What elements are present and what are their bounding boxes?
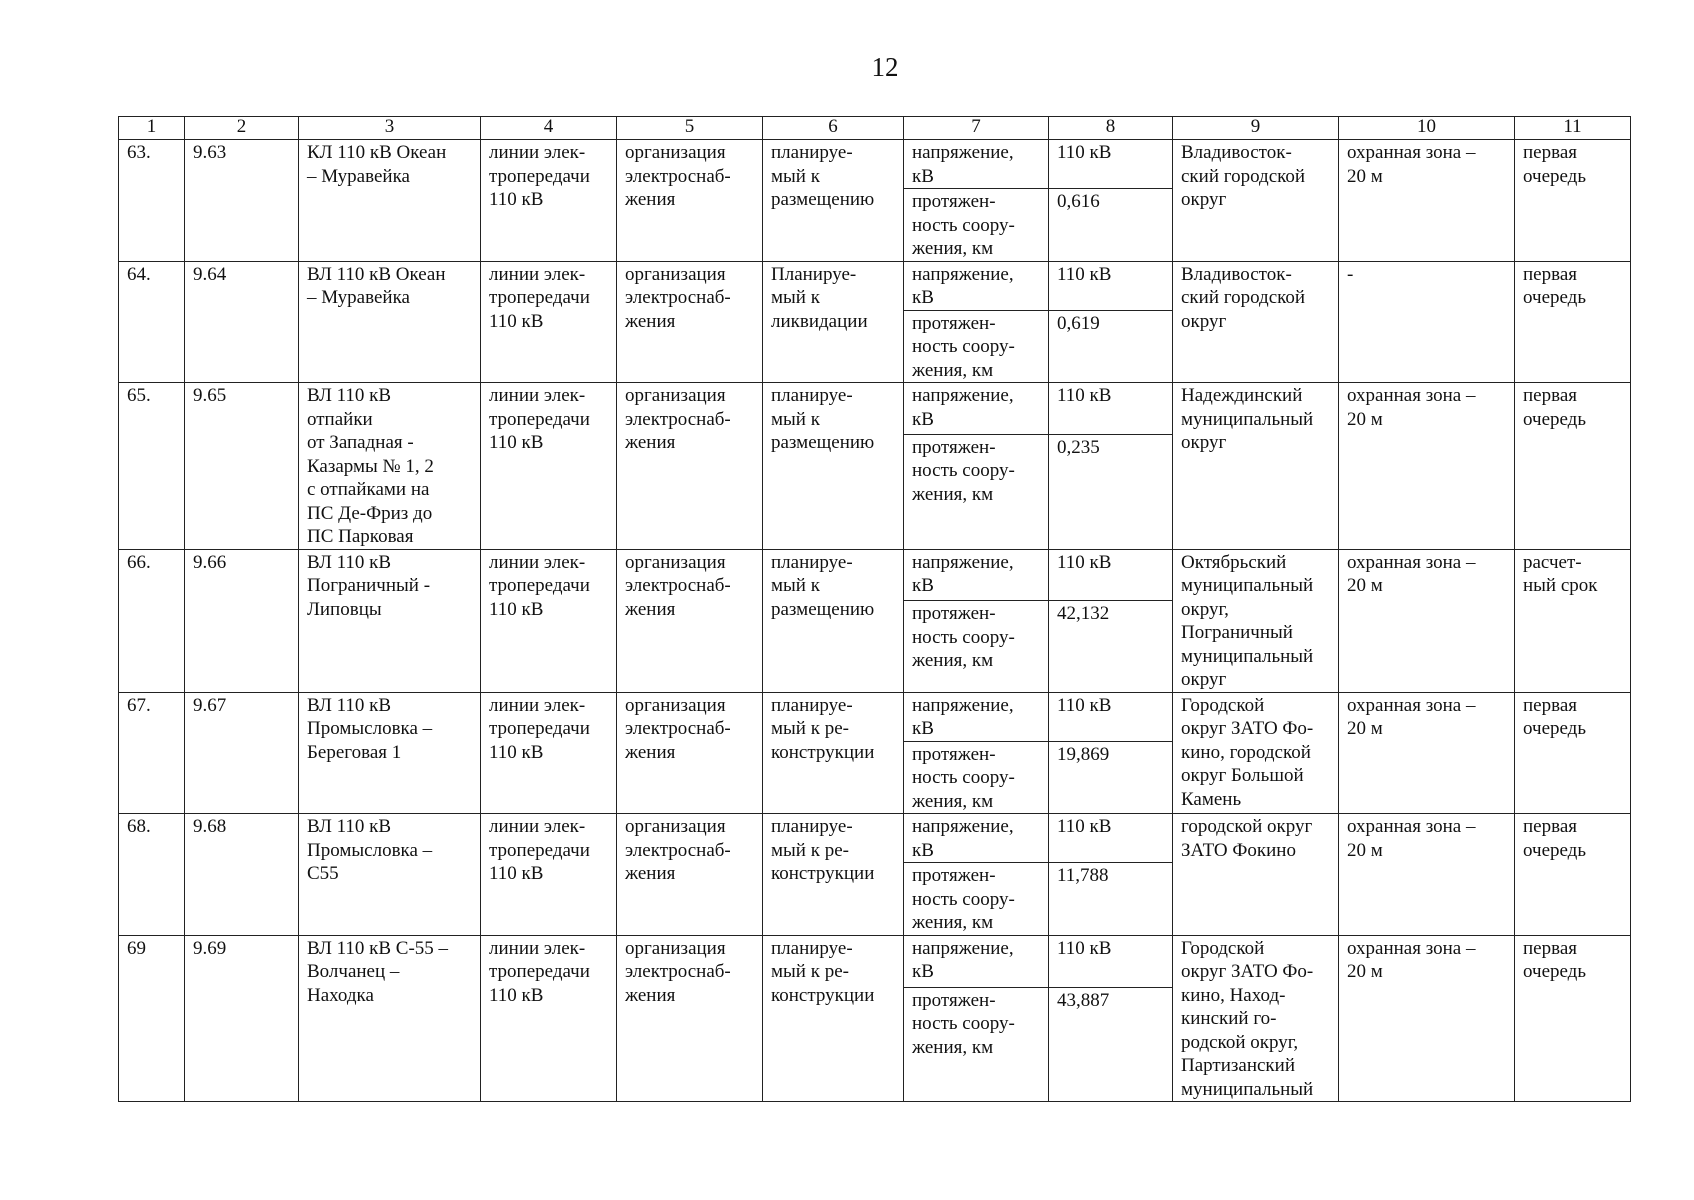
param-label: напряжение, кВ: [904, 261, 1049, 310]
column-number: 8: [1049, 117, 1173, 140]
param-value: 43,887: [1049, 987, 1173, 1101]
param-label: напряжение, кВ: [904, 383, 1049, 435]
facility-type: линии элек- тропередачи 110 кВ: [481, 549, 617, 692]
location: Владивосток- ский городской округ: [1173, 140, 1339, 262]
location: Владивосток- ский городской округ: [1173, 261, 1339, 383]
table-row: [119, 261, 1631, 310]
facility-type: линии элек- тропередачи 110 кВ: [481, 140, 617, 262]
stage: первая очередь: [1515, 383, 1631, 550]
column-number: 5: [617, 117, 763, 140]
row-number: 68.: [119, 814, 185, 936]
stage: первая очередь: [1515, 935, 1631, 1102]
location: Городской округ ЗАТО Фо- кино, Наход- кинский го- родской округ, Партизанский муниципальный: [1173, 935, 1339, 1102]
facility-status: планируе- мый к ре- конструкции: [763, 814, 904, 936]
param-value: 0,235: [1049, 434, 1173, 549]
column-number: 4: [481, 117, 617, 140]
zone-info: охранная зона – 20 м: [1339, 814, 1515, 936]
item-code: 9.67: [185, 692, 299, 814]
facility-name: ВЛ 110 кВ отпайки от Западная - Казармы № 1, 2 с отпайками на ПС Де-Фриз до ПС Парковая: [299, 383, 481, 550]
location: Городской округ ЗАТО Фо- кино, городской округ Большой Камень: [1173, 692, 1339, 814]
column-number: 6: [763, 117, 904, 140]
param-value: 0,616: [1049, 189, 1173, 262]
column-number: 3: [299, 117, 481, 140]
facility-purpose: организация электроснаб- жения: [617, 935, 763, 1102]
location: Октябрьский муниципальный округ, Пограничный муниципальный округ: [1173, 549, 1339, 692]
page-number: 12: [871, 52, 899, 82]
stage: расчет- ный срок: [1515, 549, 1631, 692]
facility-purpose: организация электроснаб- жения: [617, 140, 763, 262]
param-label: протяжен- ность соору- жения, км: [904, 987, 1049, 1101]
facility-status: Планируе- мый к ликвидации: [763, 261, 904, 383]
row-number: 69: [119, 935, 185, 1102]
param-label: напряжение, кВ: [904, 140, 1049, 189]
facility-name: ВЛ 110 кВ Океан – Муравейка: [299, 261, 481, 383]
item-code: 9.68: [185, 814, 299, 936]
column-number-row: [119, 117, 1631, 140]
param-label: протяжен- ность соору- жения, км: [904, 741, 1049, 814]
facility-status: планируе- мый к ре- конструкции: [763, 935, 904, 1102]
table-row: [119, 383, 1631, 435]
stage: первая очередь: [1515, 814, 1631, 936]
param-label: напряжение, кВ: [904, 935, 1049, 987]
param-value: 110 кВ: [1049, 383, 1173, 435]
facility-purpose: организация электроснаб- жения: [617, 383, 763, 550]
param-value: 11,788: [1049, 863, 1173, 936]
param-label: протяжен- ность соору- жения, км: [904, 310, 1049, 383]
item-code: 9.64: [185, 261, 299, 383]
facility-purpose: организация электроснаб- жения: [617, 261, 763, 383]
facility-purpose: организация электроснаб- жения: [617, 549, 763, 692]
item-code: 9.65: [185, 383, 299, 550]
facility-status: планируе- мый к размещению: [763, 383, 904, 550]
facility-status: планируе- мый к ре- конструкции: [763, 692, 904, 814]
facility-name: ВЛ 110 кВ Промысловка – С55: [299, 814, 481, 936]
param-value: 110 кВ: [1049, 549, 1173, 601]
row-number: 63.: [119, 140, 185, 262]
table-row: [119, 935, 1631, 987]
column-number: 10: [1339, 117, 1515, 140]
facility-name: ВЛ 110 кВ Пограничный - Липовцы: [299, 549, 481, 692]
zone-info: охранная зона – 20 м: [1339, 140, 1515, 262]
facility-status: планируе- мый к размещению: [763, 549, 904, 692]
param-label: протяжен- ность соору- жения, км: [904, 189, 1049, 262]
zone-info: охранная зона – 20 м: [1339, 692, 1515, 814]
facility-type: линии элек- тропередачи 110 кВ: [481, 383, 617, 550]
facility-type: линии элек- тропередачи 110 кВ: [481, 261, 617, 383]
column-number: 2: [185, 117, 299, 140]
facility-status: планируе- мый к размещению: [763, 140, 904, 262]
row-number: 65.: [119, 383, 185, 550]
facility-purpose: организация электроснаб- жения: [617, 692, 763, 814]
facilities-table: [118, 116, 1631, 1102]
param-value: 110 кВ: [1049, 814, 1173, 863]
param-label: протяжен- ность соору- жения, км: [904, 601, 1049, 692]
param-label: напряжение, кВ: [904, 692, 1049, 741]
item-code: 9.69: [185, 935, 299, 1102]
column-number: 11: [1515, 117, 1631, 140]
param-value: 19,869: [1049, 741, 1173, 814]
facility-name: КЛ 110 кВ Океан – Муравейка: [299, 140, 481, 262]
zone-info: охранная зона – 20 м: [1339, 549, 1515, 692]
param-value: 110 кВ: [1049, 692, 1173, 741]
column-number: 7: [904, 117, 1049, 140]
param-label: протяжен- ность соору- жения, км: [904, 863, 1049, 936]
param-label: протяжен- ность соору- жения, км: [904, 434, 1049, 549]
stage: первая очередь: [1515, 140, 1631, 262]
location: городской округ ЗАТО Фокино: [1173, 814, 1339, 936]
facility-type: линии элек- тропередачи 110 кВ: [481, 814, 617, 936]
param-value: 110 кВ: [1049, 935, 1173, 987]
param-value: 110 кВ: [1049, 261, 1173, 310]
zone-info: -: [1339, 261, 1515, 383]
param-value: 0,619: [1049, 310, 1173, 383]
zone-info: охранная зона – 20 м: [1339, 383, 1515, 550]
param-value: 42,132: [1049, 601, 1173, 692]
row-number: 64.: [119, 261, 185, 383]
item-code: 9.63: [185, 140, 299, 262]
row-number: 67.: [119, 692, 185, 814]
table-row: [119, 814, 1631, 863]
stage: первая очередь: [1515, 692, 1631, 814]
table-row: [119, 692, 1631, 741]
facility-name: ВЛ 110 кВ Промысловка – Береговая 1: [299, 692, 481, 814]
item-code: 9.66: [185, 549, 299, 692]
param-value: 110 кВ: [1049, 140, 1173, 189]
table-body: [119, 117, 1631, 1102]
table-row: [119, 549, 1631, 601]
param-label: напряжение, кВ: [904, 549, 1049, 601]
column-number: 9: [1173, 117, 1339, 140]
column-number: 1: [119, 117, 185, 140]
facility-type: линии элек- тропередачи 110 кВ: [481, 935, 617, 1102]
facility-name: ВЛ 110 кВ С-55 – Волчанец – Находка: [299, 935, 481, 1102]
facility-purpose: организация электроснаб- жения: [617, 814, 763, 936]
location: Надеждинский муниципальный округ: [1173, 383, 1339, 550]
row-number: 66.: [119, 549, 185, 692]
stage: первая очередь: [1515, 261, 1631, 383]
param-label: напряжение, кВ: [904, 814, 1049, 863]
facility-type: линии элек- тропередачи 110 кВ: [481, 692, 617, 814]
table-row: [119, 140, 1631, 189]
zone-info: охранная зона – 20 м: [1339, 935, 1515, 1102]
